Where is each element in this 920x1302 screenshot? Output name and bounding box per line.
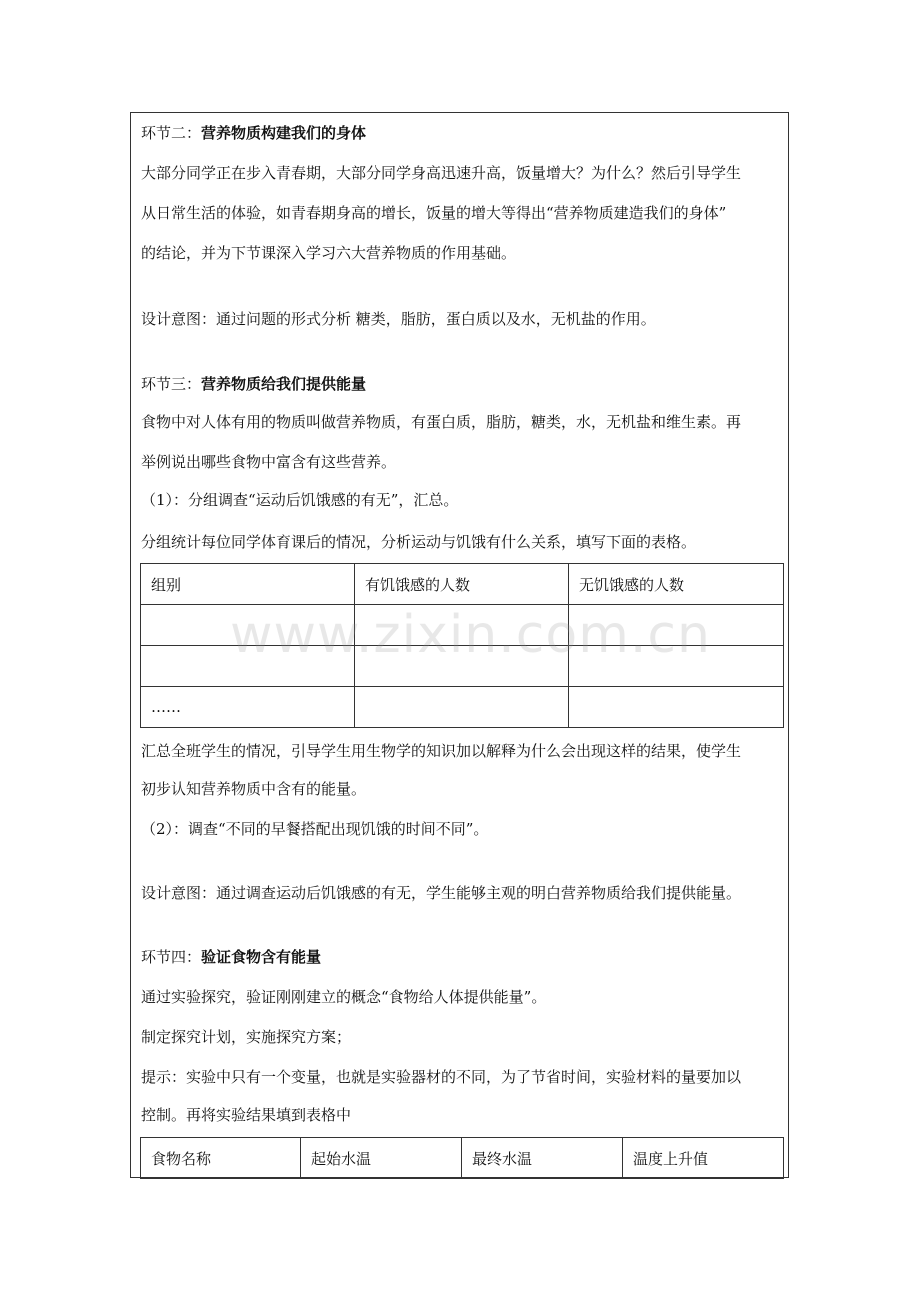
section2-design-intent: 设计意图：通过问题的形式分析 糖类，脂肪，蛋白质以及水，无机盐的作用。 [141, 310, 656, 328]
section2-heading-title: 营养物质构建我们的身体 [201, 124, 367, 142]
section4-heading [141, 947, 321, 967]
section4-line2: 制定探究计划，实施探究方案； [141, 1028, 352, 1046]
section4-heading-title: 验证食物含有能量 [201, 948, 322, 966]
section2-para-line: 的结论，并为下节课深入学习六大营养物质的作用基础。 [141, 244, 517, 262]
section2-para-line: 从日常生活的体验，如青春期身高的增长，饭量的增大等得出“营养物质建造我们的身体” [141, 204, 727, 222]
section3-design-intent: 设计意图：通过调查运动后饥饿感的有无，学生能够主观的明白营养物质给我们提供能量。 [141, 884, 742, 902]
table-header-row [141, 564, 784, 605]
food-energy-table [140, 1137, 784, 1179]
table-header-cell: 起始水温 [301, 1138, 462, 1179]
section3-summary-line: 初步认知营养物质中含有的能量。 [141, 780, 367, 798]
section3-step1: （1）：分组调查“运动后饥饿感的有无”，汇总。 [141, 491, 459, 509]
table-header-cell: 有饥饿感的人数 [355, 564, 569, 605]
section4-hint-line: 控制。再将实验结果填到表格中 [141, 1106, 352, 1124]
section3-para-line: 食物中对人体有用的物质叫做营养物质，有蛋白质，脂肪，糖类，水，无机盐和维生素。再 [141, 413, 742, 431]
section3-step1-desc: 分组统计每位同学体育课后的情况，分析运动与饥饿有什么关系，填写下面的表格。 [141, 533, 697, 551]
section3-heading-title: 营养物质给我们提供能量 [201, 375, 367, 393]
watermark: www.zixin.com.cn [230, 605, 711, 665]
table-cell: …… [141, 687, 355, 728]
section2-heading-prefix: 环节二： [141, 124, 202, 142]
section4-line1: 通过实验探究，验证刚刚建立的概念“食物给人体提供能量”。 [141, 988, 547, 1006]
table-cell [355, 687, 569, 728]
section3-para-line: 举例说出哪些食物中富含有这些营养。 [141, 453, 397, 471]
table-cell [569, 687, 784, 728]
section4-hint-line: 提示：实验中只有一个变量，也就是实验器材的不同，为了节省时间，实验材料的量要加以 [141, 1068, 742, 1086]
table-header-cell: 最终水温 [462, 1138, 623, 1179]
section3-step2: （2）：调查“不同的早餐搭配出现饥饿的时间不同”。 [141, 820, 489, 838]
table-header-cell: 食物名称 [141, 1138, 301, 1179]
section3-summary-line: 汇总全班学生的情况，引导学生用生物学的知识加以解释为什么会出现这样的结果，使学生 [141, 742, 742, 760]
table-header-row [141, 1138, 784, 1179]
section3-heading [141, 374, 366, 394]
section4-heading-prefix: 环节四： [141, 948, 202, 966]
table-header-cell: 无饥饿感的人数 [569, 564, 784, 605]
table-header-cell: 温度上升值 [623, 1138, 784, 1179]
table-header-cell: 组别 [141, 564, 355, 605]
table-row [141, 687, 784, 728]
section2-heading [141, 123, 366, 143]
section2-para-line: 大部分同学正在步入青春期，大部分同学身高迅速升高，饭量增大？为什么？然后引导学生 [141, 164, 742, 182]
section3-heading-prefix: 环节三： [141, 375, 202, 393]
